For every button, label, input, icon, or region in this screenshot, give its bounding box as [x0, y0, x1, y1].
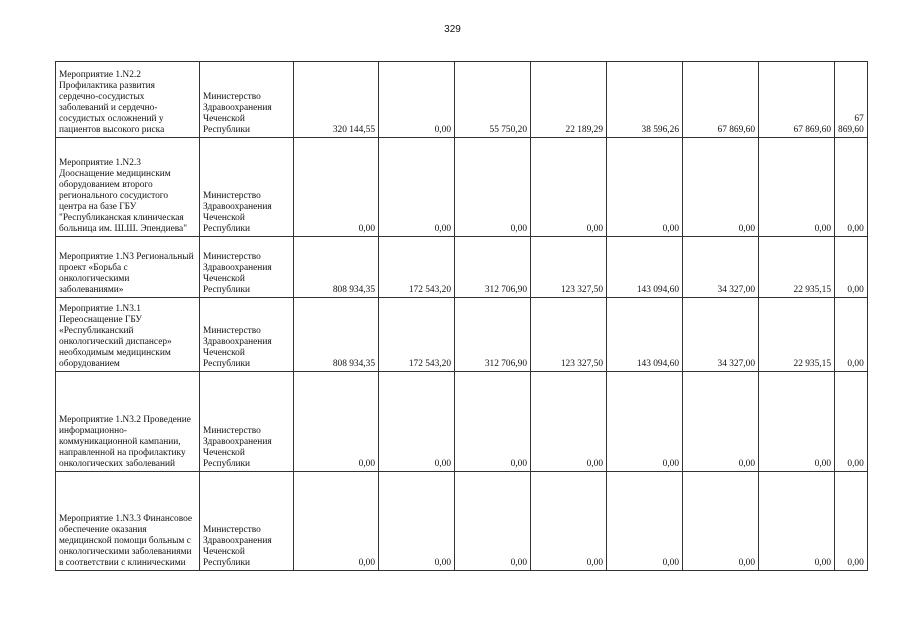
measure-name-cell: Мероприятие 1.N3 Региональный проект «Борьба с онкологическими заболеваниями» [56, 237, 200, 298]
executor-cell: Министерство Здравоохранения Чеченской Республики [200, 138, 294, 237]
value-cell: 0,00 [455, 372, 531, 472]
table-row [56, 472, 868, 571]
value-cell: 320 144,55 [294, 62, 379, 138]
value-cell: 172 543,20 [379, 237, 455, 298]
value-cell: 0,00 [531, 372, 607, 472]
value-cell: 0,00 [835, 372, 868, 472]
value-cell: 0,00 [835, 138, 868, 237]
value-cell: 38 596,26 [607, 62, 683, 138]
value-cell: 0,00 [379, 62, 455, 138]
value-cell: 34 327,00 [683, 237, 759, 298]
measure-name-cell: Мероприятие 1.N3.3 Финансовое обеспечение оказания медицинской помощи больным с онкологическими заболеваниями в соответствии с клиническими [56, 472, 200, 571]
value-cell: 312 706,90 [455, 237, 531, 298]
value-cell: 123 327,50 [531, 298, 607, 372]
value-cell: 22 189,29 [531, 62, 607, 138]
value-cell: 0,00 [607, 138, 683, 237]
value-cell: 0,00 [607, 472, 683, 571]
table-row [56, 138, 868, 237]
executor-cell: Министерство Здравоохранения Чеченской Республики [200, 62, 294, 138]
value-cell: 67 869,60 [759, 62, 835, 138]
value-cell: 22 935,15 [759, 298, 835, 372]
budget-table [55, 61, 868, 571]
value-cell: 0,00 [379, 138, 455, 237]
value-cell: 808 934,35 [294, 237, 379, 298]
value-cell: 0,00 [531, 138, 607, 237]
value-cell: 143 094,60 [607, 237, 683, 298]
measure-name-cell: Мероприятие 1.N2.2 Профилактика развития сердечно-сосудистых заболеваний и сердечно-сосудистых осложнений у пациентов высокого риска [56, 62, 200, 138]
value-cell: 0,00 [607, 372, 683, 472]
executor-cell: Министерство Здравоохранения Чеченской Республики [200, 472, 294, 571]
value-cell: 0,00 [759, 472, 835, 571]
value-cell: 0,00 [835, 472, 868, 571]
value-cell: 0,00 [531, 472, 607, 571]
table-row [56, 62, 868, 138]
value-cell: 22 935,15 [759, 237, 835, 298]
value-cell: 0,00 [294, 372, 379, 472]
value-cell: 0,00 [379, 372, 455, 472]
value-cell: 312 706,90 [455, 298, 531, 372]
executor-cell: Министерство Здравоохранения Чеченской Республики [200, 237, 294, 298]
measure-name-cell: Мероприятие 1.N2.3 Дооснащение медицинским оборудованием второго регионального сосудистого центра на базе ГБУ "Республиканская клиническая больница им. Ш.Ш. Эпендиева" [56, 138, 200, 237]
value-cell: 0,00 [759, 138, 835, 237]
value-cell: 123 327,50 [531, 237, 607, 298]
value-cell: 67 869,60 [683, 62, 759, 138]
measure-name-cell: Мероприятие 1.N3.1 Переоснащение ГБУ «Республиканский онкологический диспансер» необходимым медицинским оборудованием [56, 298, 200, 372]
executor-cell: Министерство Здравоохранения Чеченской Республики [200, 298, 294, 372]
table-row [56, 237, 868, 298]
table-row [56, 298, 868, 372]
value-cell: 0,00 [455, 138, 531, 237]
table-row [56, 372, 868, 472]
value-cell: 0,00 [683, 472, 759, 571]
value-cell: 0,00 [294, 138, 379, 237]
value-cell: 0,00 [683, 372, 759, 472]
page-number: 329 [444, 24, 461, 35]
value-cell: 0,00 [455, 472, 531, 571]
value-cell: 143 094,60 [607, 298, 683, 372]
value-cell: 0,00 [835, 237, 868, 298]
value-cell: 0,00 [835, 298, 868, 372]
value-cell: 172 543,20 [379, 298, 455, 372]
value-cell: 808 934,35 [294, 298, 379, 372]
value-cell: 0,00 [759, 372, 835, 472]
value-cell: 0,00 [379, 472, 455, 571]
executor-cell: Министерство Здравоохранения Чеченской Республики [200, 372, 294, 472]
value-cell: 0,00 [683, 138, 759, 237]
value-cell: 0,00 [294, 472, 379, 571]
value-cell: 34 327,00 [683, 298, 759, 372]
value-cell: 55 750,20 [455, 62, 531, 138]
measure-name-cell: Мероприятие 1.N3.2 Проведение информационно-коммуникационной кампании, направленной на профилактику онкологических заболеваний [56, 372, 200, 472]
value-cell: 67 869,60 [835, 62, 868, 138]
